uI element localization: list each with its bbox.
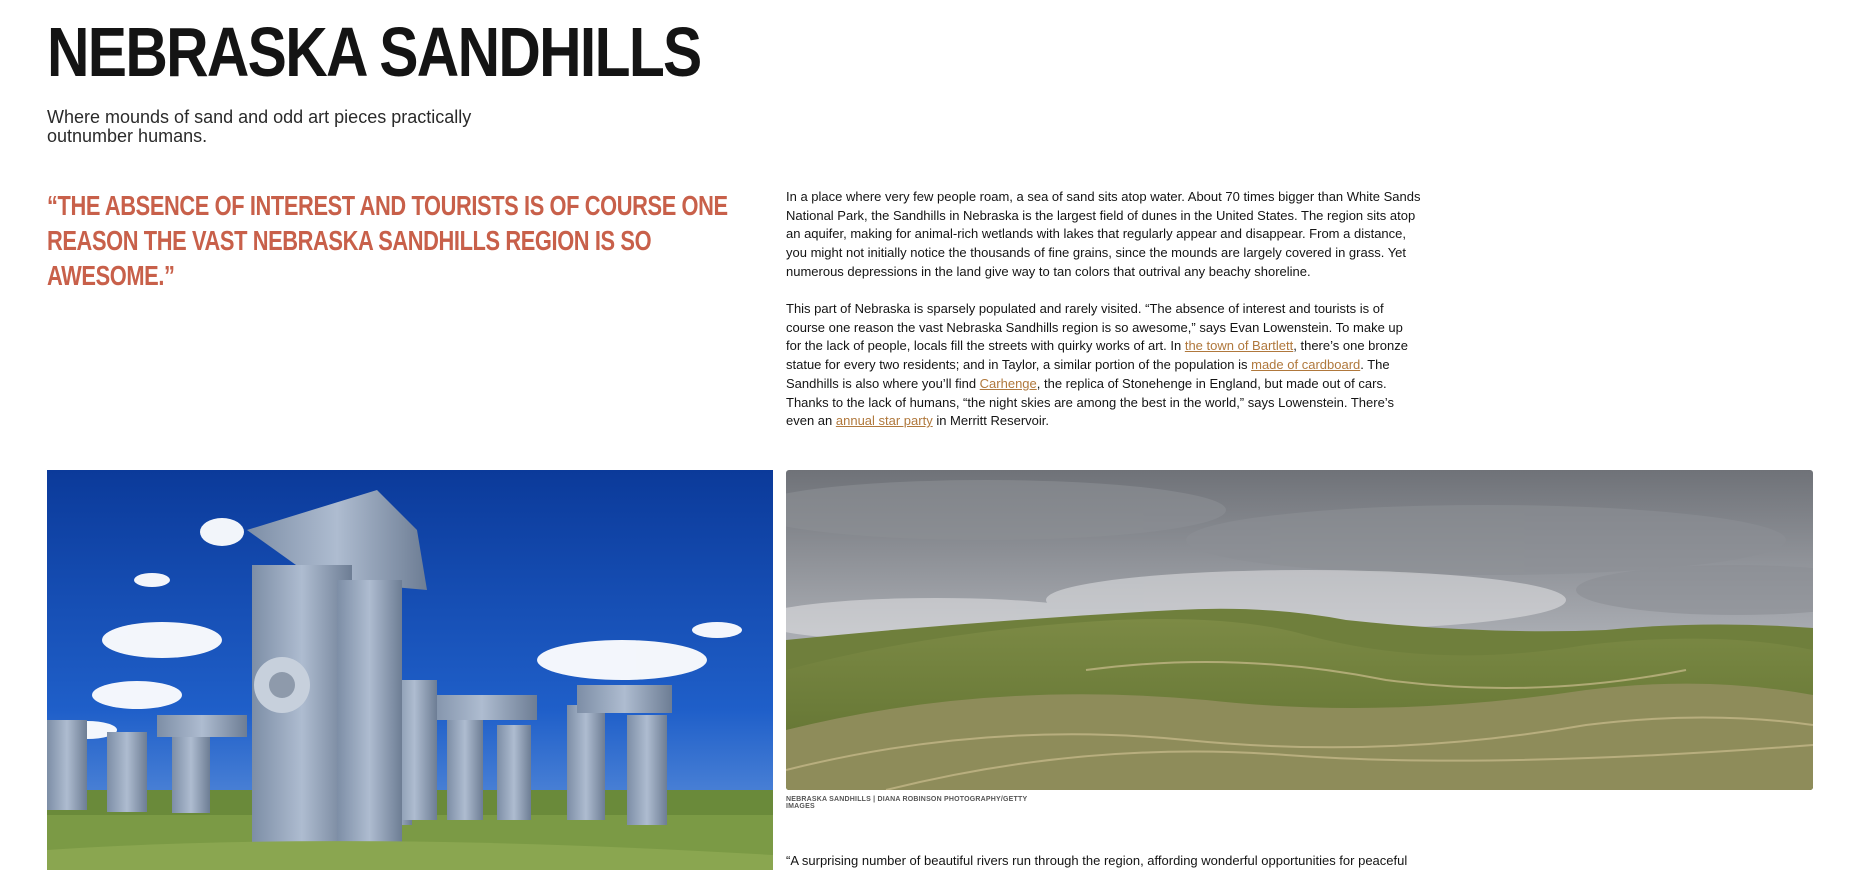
paragraph-rivers: “A surprising number of beautiful rivers run through the region, affording wonderful opportunities for peaceful <box>786 853 1408 868</box>
paragraph-text: . The Sandhills is also where you’ll find <box>786 357 1390 391</box>
link-town-of-bartlett[interactable]: the town of Bartlett <box>1184 338 1294 354</box>
paragraph-text: , there’s one bronze statue for every two residents; and in Taylor, a similar portion of the population is <box>786 338 1408 373</box>
link-annual-star-party[interactable]: annual star party <box>835 413 933 429</box>
paragraph-intro: In a place where very few people roam, a sea of sand sits atop water. About 70 times bigger than White Sands National Park, the Sandhills in Nebraska is the largest field of dunes in the United States. The region sits atop an aquifer, making for animal-rich wetlands with lakes that regularly appear and disappear. From a distance, you might not initially notice the thousands of fine grains, since the mounds are largely covered in grass. Yet numerous depressions in the land give way to tan colors that outrival any beachy shoreline. <box>786 189 1421 279</box>
paragraph-text: , the replica of Stonehenge in England, but made out of cars. Thanks to the lack of humans, “the night skies are among the best in the world,” says Lowenstein. There’s even an <box>786 375 1394 429</box>
paragraph-text: in Merritt Reservoir. <box>932 413 1050 429</box>
link-carhenge[interactable]: Carhenge <box>979 375 1037 391</box>
pull-quote: “THE ABSENCE OF INTEREST AND TOURISTS IS OF COURSE ONE REASON THE VAST NEBRASKA SANDHILLS REGION IS SO AWESOME.” <box>47 190 728 291</box>
page-subtitle: Where mounds of sand and odd art pieces practically outnumber humans. <box>47 107 472 146</box>
article-body <box>786 188 1421 449</box>
link-made-of-cardboard[interactable]: made of cardboard <box>1251 357 1361 373</box>
carhenge-photo <box>47 470 773 870</box>
paragraph-text: This part of Nebraska is sparsely populated and rarely visited. “The absence of interest and tourists is of course one reason the vast Nebraska Sandhills region is so awesome,” says Evan Lowenstein. To make up for the lack of people, locals fill the streets with quirky works of art. In <box>786 301 1403 354</box>
sandhills-photo <box>786 470 1813 790</box>
paragraph-population <box>786 300 1421 431</box>
carhenge-illustration <box>47 470 773 870</box>
photo-caption: NEBRASKA SANDHILLS | DIANA ROBINSON PHOTOGRAPHY/GETTY IMAGES <box>786 796 1028 810</box>
page-title: NEBRASKA SANDHILLS <box>47 13 701 91</box>
sandhills-illustration <box>786 470 1813 790</box>
